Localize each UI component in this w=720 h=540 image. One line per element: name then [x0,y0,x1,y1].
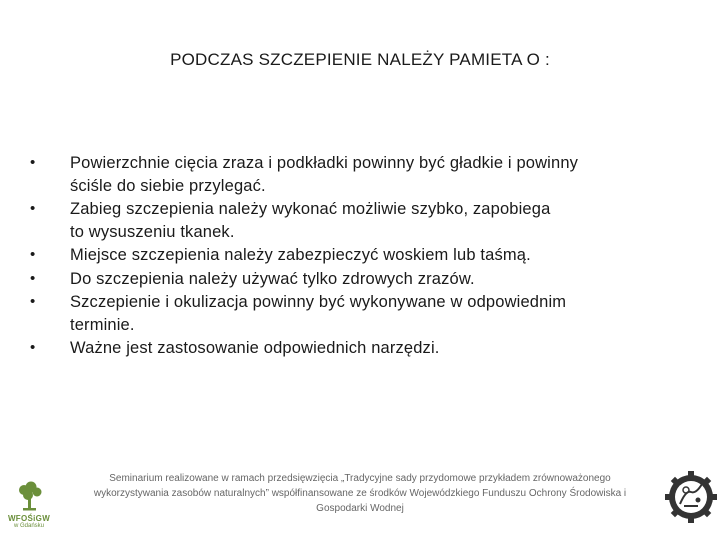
tree-icon [3,480,55,514]
slide-title: PODCZAS SZCZEPIENIE NALEŻY PAMIETA O : [170,50,550,69]
logo-name: WFOŚiGW [7,514,51,523]
association-logo [664,470,718,524]
gear-emblem-icon [664,470,718,524]
bullet-icon: • [30,154,36,171]
list-item-line: Ważne jest zastosowanie odpowiednich narzędzi. [70,339,440,357]
bullet-list [30,152,670,361]
list-item-line: ściśle do siebie przylegać. [70,176,266,195]
list-item-line: to wysuszeniu tkanek. [70,222,235,241]
logo-subtitle: w Gdańsku [13,523,44,529]
list-item [30,268,670,291]
list-item [30,198,670,243]
list-item [30,244,670,267]
list-item-line: terminie. [70,315,135,334]
list-item-line: Miejsce szczepienia należy zabezpieczyć woskiem lub taśmą. [70,246,531,264]
list-item-line: Zabieg szczepienia należy wykonać możliwie szybko, zapobiega [70,200,551,218]
bullet-icon: • [30,200,36,217]
bullet-icon: • [30,293,36,310]
list-item [30,337,670,360]
bullet-icon: • [30,269,36,287]
footer-line: Gospodarki Wodnej [316,503,404,514]
wfosigw-logo [3,480,55,528]
list-item-line: Powierzchnie cięcia zraza i podkładki powinny być gładkie i powinny [70,154,579,172]
list-item [30,152,670,197]
footer-line: Seminarium realizowane w ramach przedsięwzięcia „Tradycyjne sady przydomowe przykładem zrównoważonego [109,473,611,484]
bullet-icon: • [30,246,36,263]
list-item [30,291,670,336]
bullet-icon: • [30,339,36,356]
footer-note [60,471,660,516]
list-item-line: Szczepienie i okulizacja powinny być wykonywane w odpowiednim [70,293,567,311]
list-item-line: Do szczepienia należy używać tylko zdrowych zrazów. [70,269,475,288]
footer-line: wykorzystywania zasobów naturalnych” współfinansowane ze środków Wojewódzkiego Funduszu Ochrony Środowiska i [93,488,627,499]
